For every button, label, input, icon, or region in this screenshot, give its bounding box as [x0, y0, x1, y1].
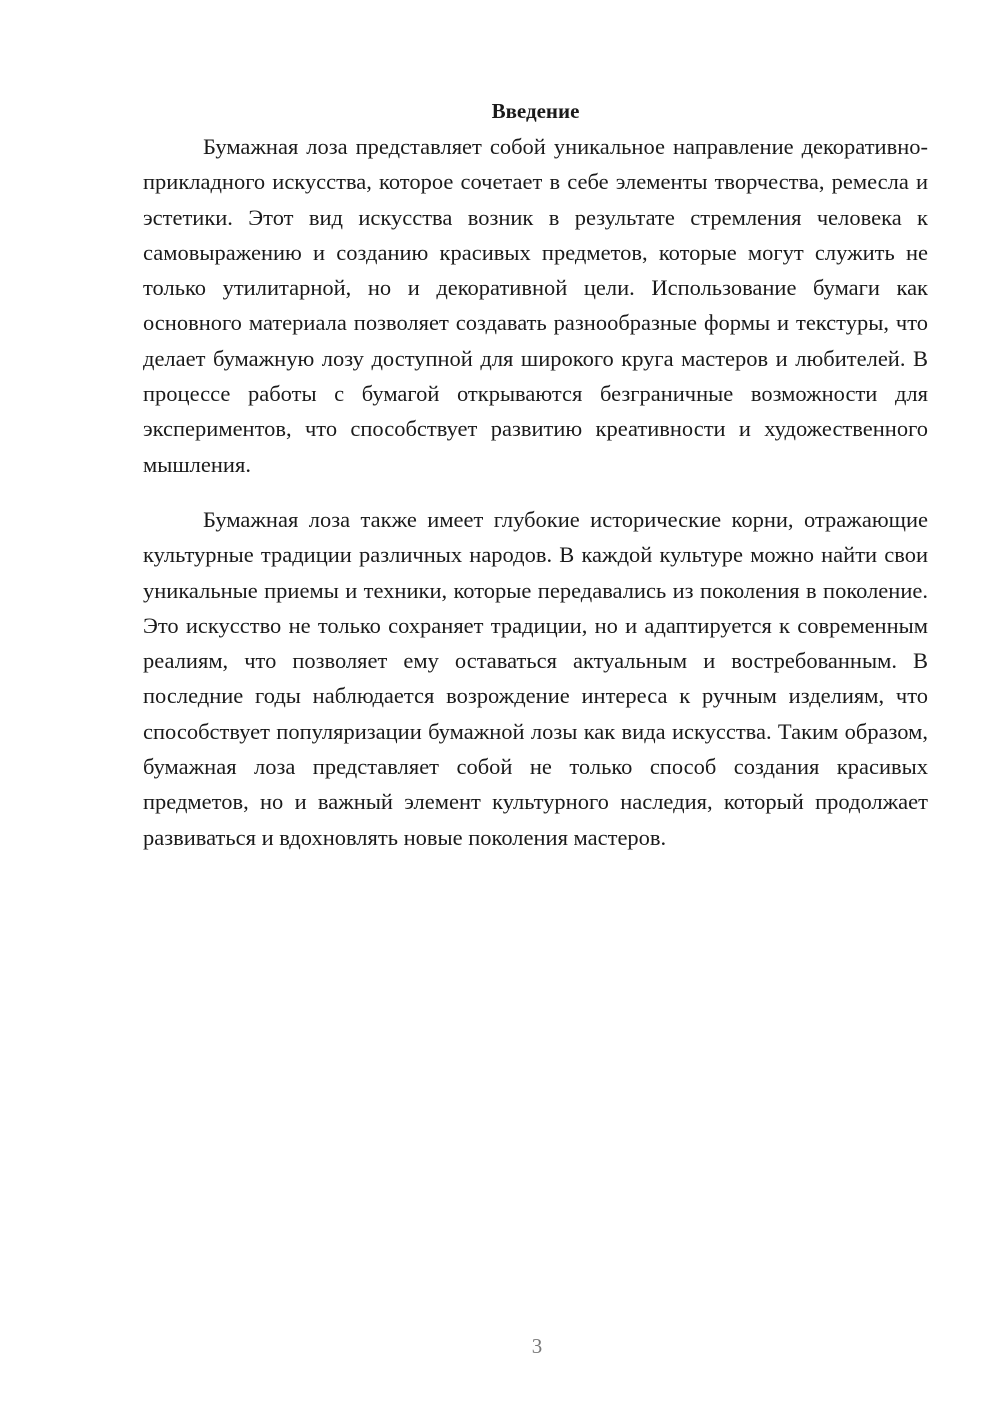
paragraph-1: Бумажная лоза представляет собой уникальное направление декоративно-прикладного искусства, которое сочетает в себе элементы творчества, ремесла и эстетики. Этот вид искусства возник в результате стремления человека к самовыражению и созданию красивых предметов, которые могут служить не только утилитарной, но и декоративной цели. Использование бумаги как основного материала позволяет создавать разнообразные формы и текстуры, что делает бумажную лозу доступной для широкого круга мастеров и любителей. В процессе работы с бумагой открываются безграничные возможности для экспериментов, что способствует развитию креативности и художественного мышления. [143, 134, 928, 477]
page-number: 3 [531, 1334, 543, 1358]
page-content [143, 96, 928, 855]
page-title: Введение [491, 99, 580, 123]
paragraph-2: Бумажная лоза также имеет глубокие исторические корни, отражающие культурные традиции различных народов. В каждой культуре можно найти свои уникальные приемы и техники, которые передавались из поколения в поколение. Это искусство не только сохраняет традиции, но и адаптируется к современным реалиям, что позволяет ему оставаться актуальным и востребованным. В последние годы наблюдается возрождение интереса к ручным изделиям, что способствует популяризации бумажной лозы как вида искусства. Таким образом, бумажная лоза представляет собой не только способ создания красивых предметов, но и важный элемент культурного наследия, который продолжает развиваться и вдохновлять новые поколения мастеров. [143, 506, 928, 850]
